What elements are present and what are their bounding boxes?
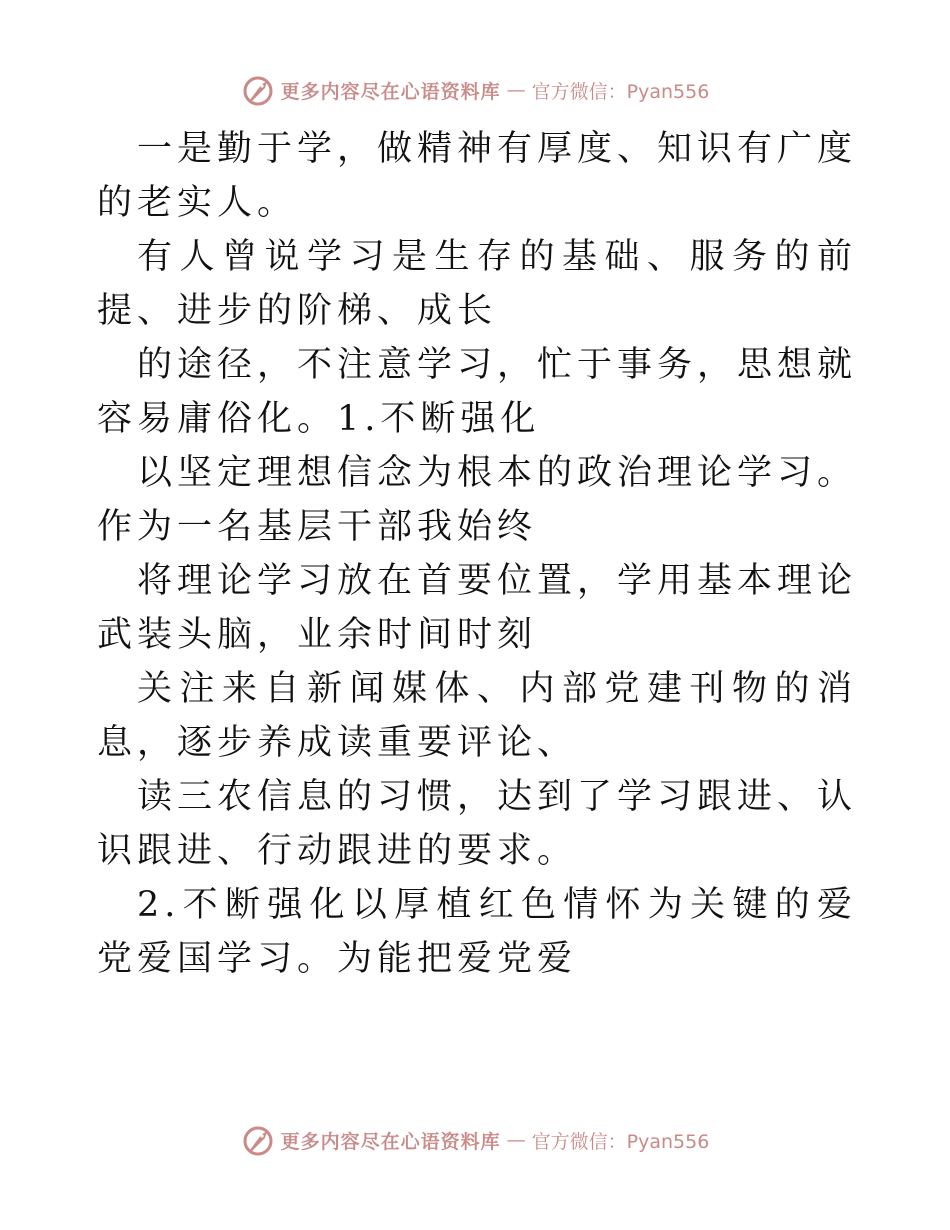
paragraph-3: 的途径，不注意学习，忙于事务，思想就容易庸俗化。1.不断强化 (97, 345, 858, 439)
paragraph-6: 关注来自新闻媒体、内部党建刊物的消息，逐步养成读重要评论、 (97, 669, 857, 763)
footer-wechat-text: 官方微信：Pyan556 (531, 1130, 710, 1153)
paragraph-7: 读三农信息的习惯，达到了学习跟进、认识跟进、行动跟进的要求。 (97, 777, 858, 871)
document-body (97, 122, 857, 986)
pen-nib-logo-icon (241, 1123, 275, 1157)
header-wechat-text: 官方微信：Pyan556 (531, 80, 710, 103)
header-brand-text: 更多内容尽在心语资料库 (280, 80, 501, 103)
header-separator: — (506, 79, 526, 101)
footer-separator: — (506, 1129, 526, 1151)
header-watermark (0, 70, 950, 110)
paragraph-4: 以坚定理想信念为根本的政治理论学习。作为一名基层干部我始终 (97, 453, 858, 547)
paragraph-5: 将理论学习放在首要位置，学用基本理论武装头脑，业余时间时刻 (97, 561, 858, 655)
paragraph-1: 一是勤于学，做精神有厚度、知识有广度的老实人。 (97, 129, 858, 223)
footer-watermark (0, 1120, 950, 1160)
paragraph-2: 有人曾说学习是生存的基础、服务的前提、进步的阶梯、成长 (97, 237, 857, 331)
footer-brand-text: 更多内容尽在心语资料库 (280, 1130, 501, 1153)
paragraph-8: 2.不断强化以厚植红色情怀为关键的爱党爱国学习。为能把爱党爱 (97, 885, 857, 979)
pen-nib-logo-icon (241, 73, 275, 107)
